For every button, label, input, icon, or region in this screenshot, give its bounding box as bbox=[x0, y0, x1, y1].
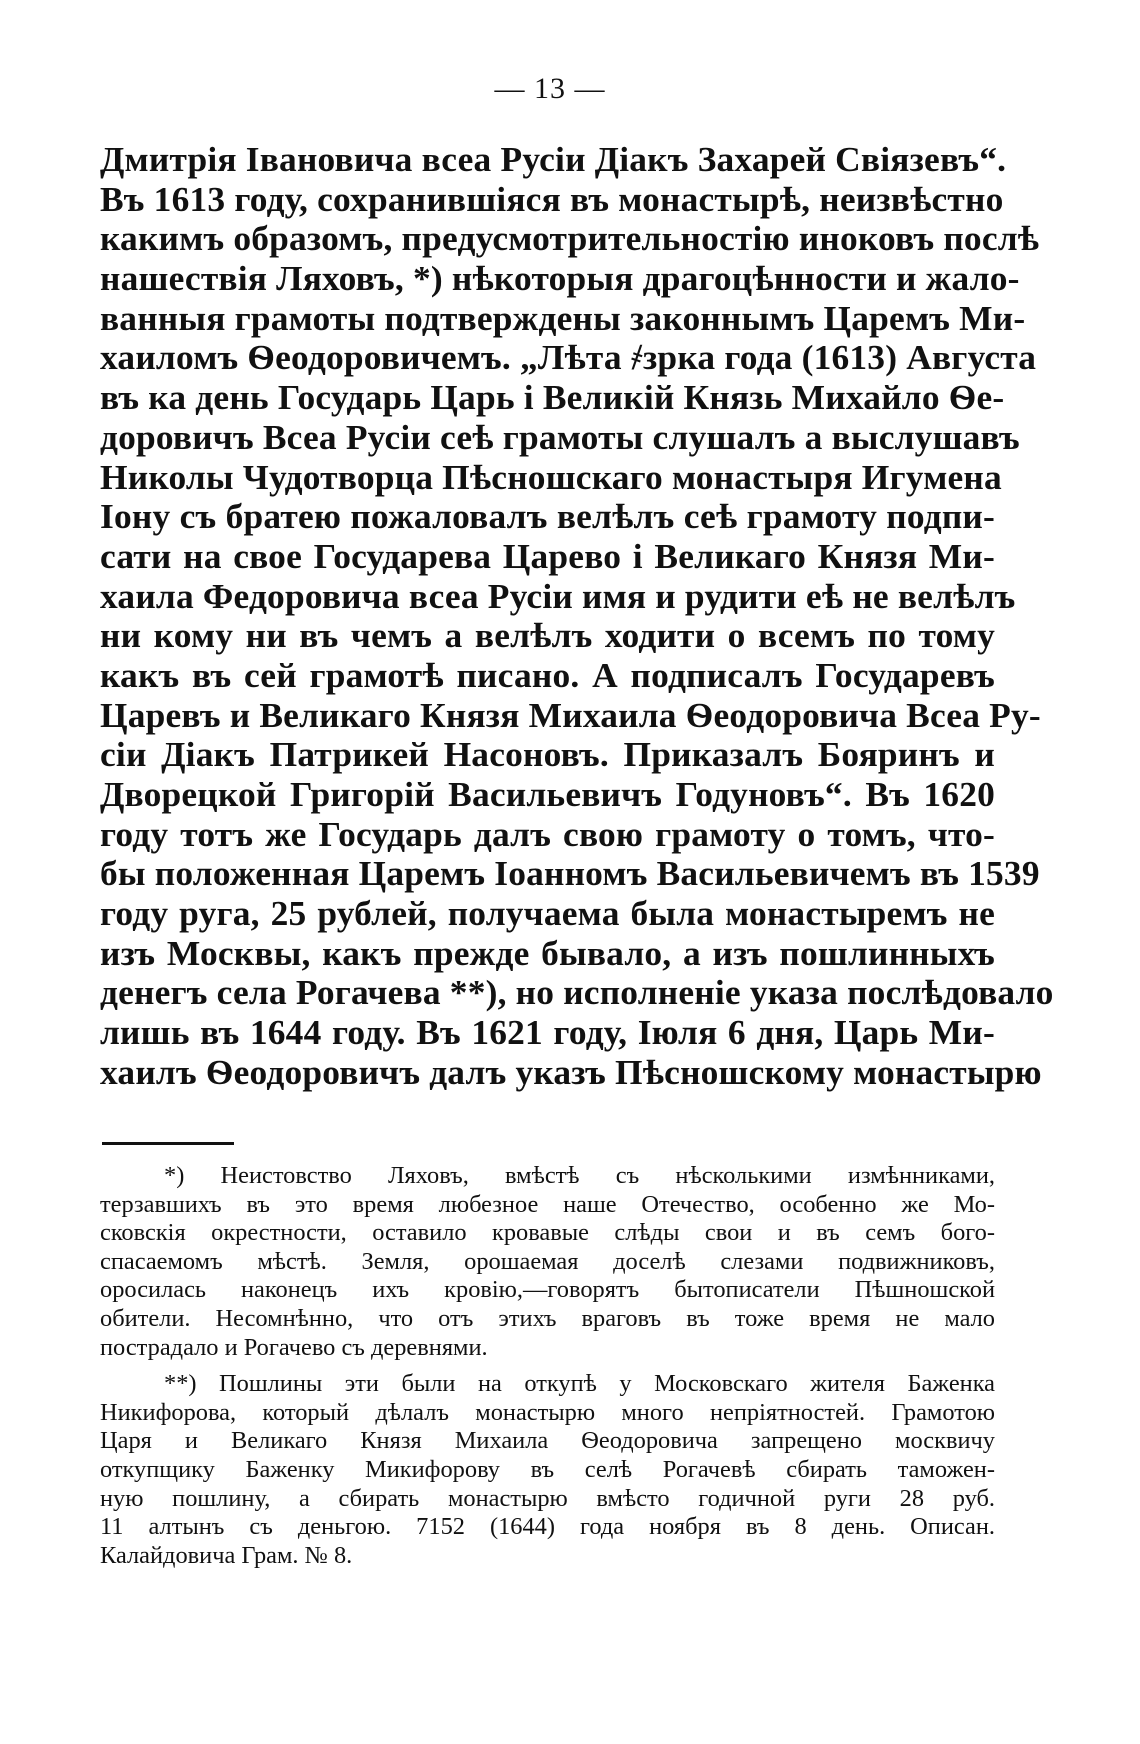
text-line: въ ка день Государь Царь і Великій Князь Михайло Ѳе- bbox=[100, 377, 1005, 418]
text-line: ванныя грамоты подтверждены законнымъ Царемъ Ми- bbox=[100, 297, 1026, 338]
text-line: хаилъ Ѳеодоровичъ далъ указъ Пѣсношскому монастырю bbox=[100, 1051, 1042, 1092]
footnote-line: пострадало и Рогачево съ деревнями. bbox=[100, 1333, 488, 1361]
text-line: Царевъ и Великаго Князя Михаила Ѳеодоровича Всеа Ру- bbox=[100, 694, 1041, 735]
text-line: доровичъ Всеа Русіи сеѣ грамоты слушалъ а выслушавъ bbox=[100, 416, 1020, 457]
text-line: сати на свое Государева Царево і Великаго Князя Ми- bbox=[100, 535, 995, 576]
footnote-1 bbox=[100, 1162, 995, 1362]
text-line: хаила Федоровича всеа Русіи имя и рудити еѣ не велѣлъ bbox=[100, 575, 1016, 616]
footnote-line: Царя и Великаго Князя Михаила Ѳеодоровича запрещено москвичу bbox=[100, 1427, 995, 1455]
text-line: году руга, 25 рублей, получаема была монастыремъ не bbox=[100, 893, 995, 934]
footnote-line: 11 алтынъ съ деньгою. 7152 (1644) года ноября въ 8 день. Описан. bbox=[100, 1513, 995, 1541]
text-line: ни кому ни въ чемъ а велѣлъ ходити о всемъ по тому bbox=[100, 615, 995, 656]
text-line: Іону съ братею пожаловалъ велѣлъ сеѣ грамоту подпи- bbox=[100, 496, 995, 537]
footnote-line: сковскія окрестности, оставило кровавые слѣды свои и въ семъ бого- bbox=[100, 1219, 995, 1247]
footnote-divider bbox=[102, 1142, 234, 1145]
footnote-line: Калайдовича Грам. № 8. bbox=[100, 1541, 353, 1569]
text-line: Дворецкой Григорій Васильевичъ Годуновъ“. Въ 1620 bbox=[100, 774, 995, 814]
text-line: хаиломъ Ѳеодоровичемъ. „Лѣта ҂зрка года (1613) Августа bbox=[100, 337, 1037, 378]
text-line: нашествія Ляховъ, *) нѣкоторыя драгоцѣнности и жало- bbox=[100, 258, 1020, 299]
footnote-line: откупщику Баженку Микифорову въ селѣ Рогачевѣ сбирать таможен- bbox=[100, 1455, 995, 1483]
text-line: Въ 1613 году, сохранившіяся въ монастырѣ, неизвѣстно bbox=[100, 178, 1004, 219]
text-line: изъ Москвы, какъ прежде бывало, а изъ пошлинныхъ bbox=[100, 932, 995, 973]
text-line: бы положенная Царемъ Іоанномъ Васильевичемъ въ 1539 bbox=[100, 853, 1040, 894]
main-text bbox=[100, 139, 1054, 1093]
text-line: Николы Чудотворца Пѣсношскаго монастыря Игумена bbox=[100, 456, 1002, 497]
text-line: какъ въ сей грамотѣ писано. А подписалъ Государевъ bbox=[100, 654, 995, 695]
page-number: — 13 — bbox=[494, 72, 606, 105]
footnote-line: оросилась наконецъ ихъ кровію,—говорятъ бытописатели Пѣшношской bbox=[100, 1276, 995, 1304]
footnotes bbox=[100, 1162, 995, 1578]
text-line: денегъ села Рогачева **), но исполненіе указа послѣдовало bbox=[100, 972, 1054, 1013]
footnote-line: **) Пошлины эти были на откупѣ у Московскаго жителя Баженка bbox=[164, 1370, 995, 1398]
footnote-line: терзавшихъ въ это время любезное наше Отечество, особенно же Мо- bbox=[100, 1190, 995, 1218]
footnote-line: обители. Несомнѣнно, что отъ этихъ враговъ въ тоже время не мало bbox=[100, 1304, 995, 1332]
footnote-line: *) Неистовство Ляховъ, вмѣстѣ съ нѣсколькими измѣнниками, bbox=[164, 1162, 995, 1189]
text-line: какимъ образомъ, предусмотрительностію иноковъ послѣ bbox=[100, 218, 1040, 259]
footnote-2 bbox=[100, 1370, 995, 1570]
text-line: Дмитрія Івановича всеа Русіи Діакъ Захарей Свіязевъ“. bbox=[100, 139, 1007, 179]
footnote-line: Никифорова, который дѣлалъ монастырю много непріятностей. Грамотою bbox=[100, 1398, 995, 1426]
text-line: году тотъ же Государь далъ свою грамоту о томъ, что- bbox=[100, 813, 995, 854]
footnote-line: спасаемомъ мѣстѣ. Земля, орошаемая доселѣ слезами подвижниковъ, bbox=[100, 1247, 995, 1275]
text-line: лишь въ 1644 году. Въ 1621 году, Іюля 6 дня, Царь Ми- bbox=[100, 1012, 995, 1053]
footnote-line: ную пошлину, а сбирать монастырю вмѣсто годичной руги 28 руб. bbox=[100, 1484, 995, 1512]
text-line: сіи Діакъ Патрикей Насоновъ. Приказалъ Бояринъ и bbox=[100, 734, 995, 775]
